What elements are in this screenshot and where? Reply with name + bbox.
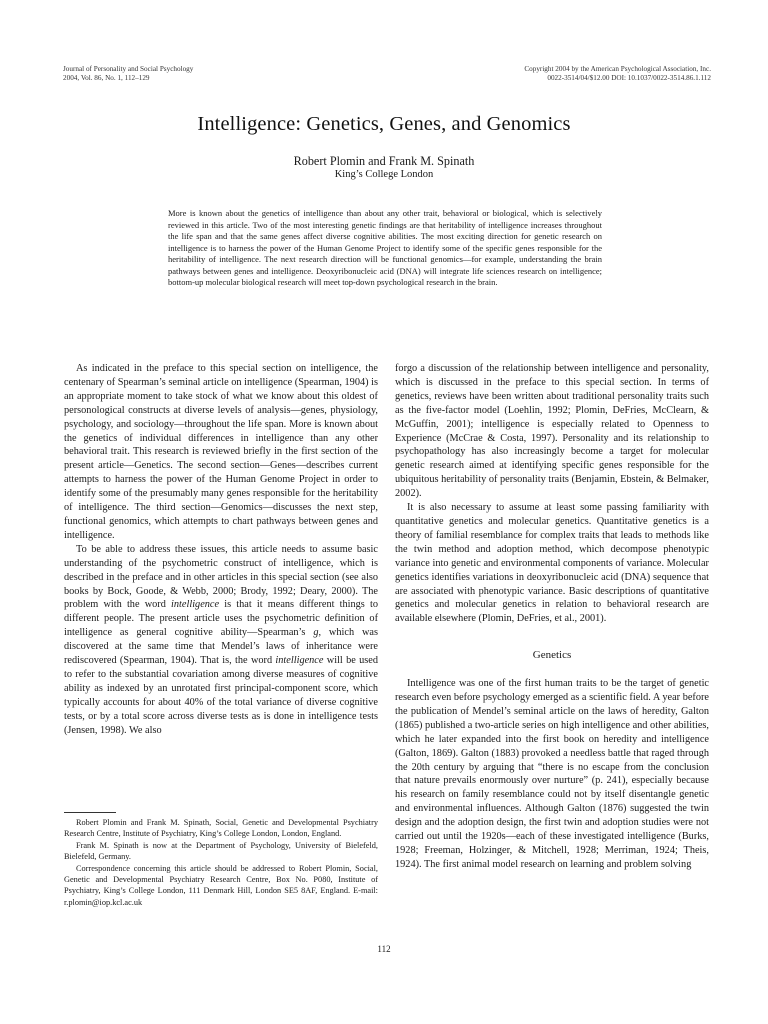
author-note bbox=[64, 817, 378, 908]
body-paragraph: To be able to address these issues, this article needs to assume basic understanding of the psychometric construct of intelligence, which is described in the preface and in other articles in this special section (see also books by Bock, Goode, & Webb, 2000; Brody, 1992; Deary, 2000). The problem with the word intelligence is that it means different things to different people. The present article uses the psychometric definition of intelligence as general cognitive ability—Spearman’s g, which was discovered at the same time that Mendel’s laws of inheritance were rediscovered (Spearman, 1904). That is, the word intelligence will be used to refer to the substantial covariation among diverse measures of cognitive ability as indexed by an unrotated first principal-component score, which typically accounts for about 40% of the total variance of diverse cognitive tests, or by a total score across diverse tests as is done in intelligence tests (Jensen, 1998). We also bbox=[64, 543, 378, 736]
doi-line: 0022-3514/04/$12.00 DOI: 10.1037/0022-3514.86.1.112 bbox=[547, 73, 711, 82]
journal-citation bbox=[63, 65, 193, 82]
page-number: 112 bbox=[377, 944, 391, 954]
footnote-current-address: Frank M. Spinath is now at the Department of Psychology, University of Bielefeld, Bielefeld, Germany. bbox=[64, 840, 378, 862]
journal-volume: 2004, Vol. 86, No. 1, 112–129 bbox=[63, 73, 150, 82]
right-column bbox=[395, 362, 709, 872]
body-paragraph: forgo a discussion of the relationship between intelligence and personality, which is discussed in the preface to this special section. In terms of genetics, reviews have been written about traditional personality traits such as the five-factor model (Loehlin, 1992; Plomin, DeFries, McClearn, & McGuffin, 2001); intelligence is especially related to Openness to Experience (McCrae & Costa, 1997). Personality and its relationship to psychopathology has also increasingly become a target for molecular genetic research aimed at identifying specific genes responsible for the ubiquitous heritability of personality traits (Benjamin, Ebstein, & Belmaker, 2002). bbox=[395, 363, 709, 500]
copyright-notice bbox=[524, 65, 711, 82]
body-paragraph: It is also necessary to assume at least some passing familiarity with quantitative genetics and molecular genetics. Quantitative genetics is a theory of familial resemblance for complex traits that leads to methods like the twin method and adoption method, which decompose phenotypic variance into genetic and environmental components of variance. Molecular genetics identifies variations in deoxyribonucleic acid (DNA) sequence that are associated with phenotypic variance. Basic descriptions of quantitative genetics and molecular genetics in relation to behavioral research are available elsewhere (Plomin, DeFries, et al., 2001). bbox=[395, 502, 709, 625]
journal-name: Journal of Personality and Social Psychology bbox=[63, 65, 194, 73]
article-title: Intelligence: Genetics, Genes, and Genomics bbox=[197, 113, 571, 135]
section-heading-genetics: Genetics bbox=[532, 649, 572, 662]
body-paragraph: Intelligence was one of the first human traits to be the target of genetic research even before psychology emerged as a scientific field. A year before the publication of Mendel’s seminal article on the laws of heredity, Galton (1865) published a two-article series on high intelligence and other abilities, which he later expanded into the first book on heredity and intelligence (Galton, 1869). Galton (1883) provoked a needless battle that raged through the 20th century by arguing that “there is no escape from the conclusion that nature prevails enormously over nurture” (p. 241), especially because his research on family resemblance could not by itself disentangle genetic and environmental influences. Although Galton (1876) suggested the twin design and the adoption design, the first twin and adoption studies were not carried out until the 1920s—each of these investigated intelligence (Burks, 1928; Freeman, Holzinger, & Mitchell, 1928; Merriman, 1924; Theis, 1924). The first animal model research on learning and problem solving bbox=[395, 678, 709, 870]
body-paragraph: As indicated in the preface to this special section on intelligence, the centenary of Spearman’s seminal article on intelligence (Spearman, 1904) is an appropriate moment to take stock of what we know about this oldest of personological constructs at diverse levels of analysis—genes, physiology, psychology, and sociology—throughout the life span. More is known about the genetics of individual differences in intelligence than any other behavioral trait. This research is reviewed briefly in the first section of the present article—Genetics. The second section—Genes—describes current attempts to harness the power of the Human Genome Project in order to identify some of the presumably many genes responsible for the heritability of intelligence. The third section—Genomics—discusses the next step, functional genomics, which attempts to chart pathways between genes and intelligence. bbox=[64, 363, 378, 541]
author-affiliation: King’s College London bbox=[334, 169, 434, 180]
left-column bbox=[64, 362, 378, 737]
abstract: More is known about the genetics of intelligence than about any other trait, behavioral or biological, which is selectively reviewed in this article. Two of the most interesting genetic findings are that heritability of intelligence increases throughout the life span and that the same genes affect diverse cognitive abilities. The most exciting direction for genetic research on intelligence is to harness the power of the Human Genome Project to identify some of the specific genes responsible for the heritability of intelligence. The next research direction will be functional genomics—for example, understanding the brain pathways between genes and intelligence. Deoxyribonucleic acid (DNA) will integrate life sciences research on intelligence; bottom-up molecular biological research will meet top-down psychological research in the brain. bbox=[168, 208, 602, 287]
footnote-divider bbox=[64, 812, 116, 813]
copyright-line: Copyright 2004 by the American Psychological Association, Inc. bbox=[524, 65, 711, 73]
author-names: Robert Plomin and Frank M. Spinath bbox=[293, 154, 475, 168]
footnote-correspondence: Correspondence concerning this article should be addressed to Robert Plomin, Social, Genetic and Developmental Psychiatry Research Centre, Box No. P080, Institute of Psychiatry, King’s College London, 111 Denmark Hill, London SE5 8AF, England. E-mail: r.plomin@iop.kcl.ac.uk bbox=[64, 863, 378, 907]
footnote-affiliations: Robert Plomin and Frank M. Spinath, Social, Genetic and Developmental Psychiatry Research Centre, Institute of Psychiatry, King’s College London, London, England. bbox=[64, 818, 378, 839]
